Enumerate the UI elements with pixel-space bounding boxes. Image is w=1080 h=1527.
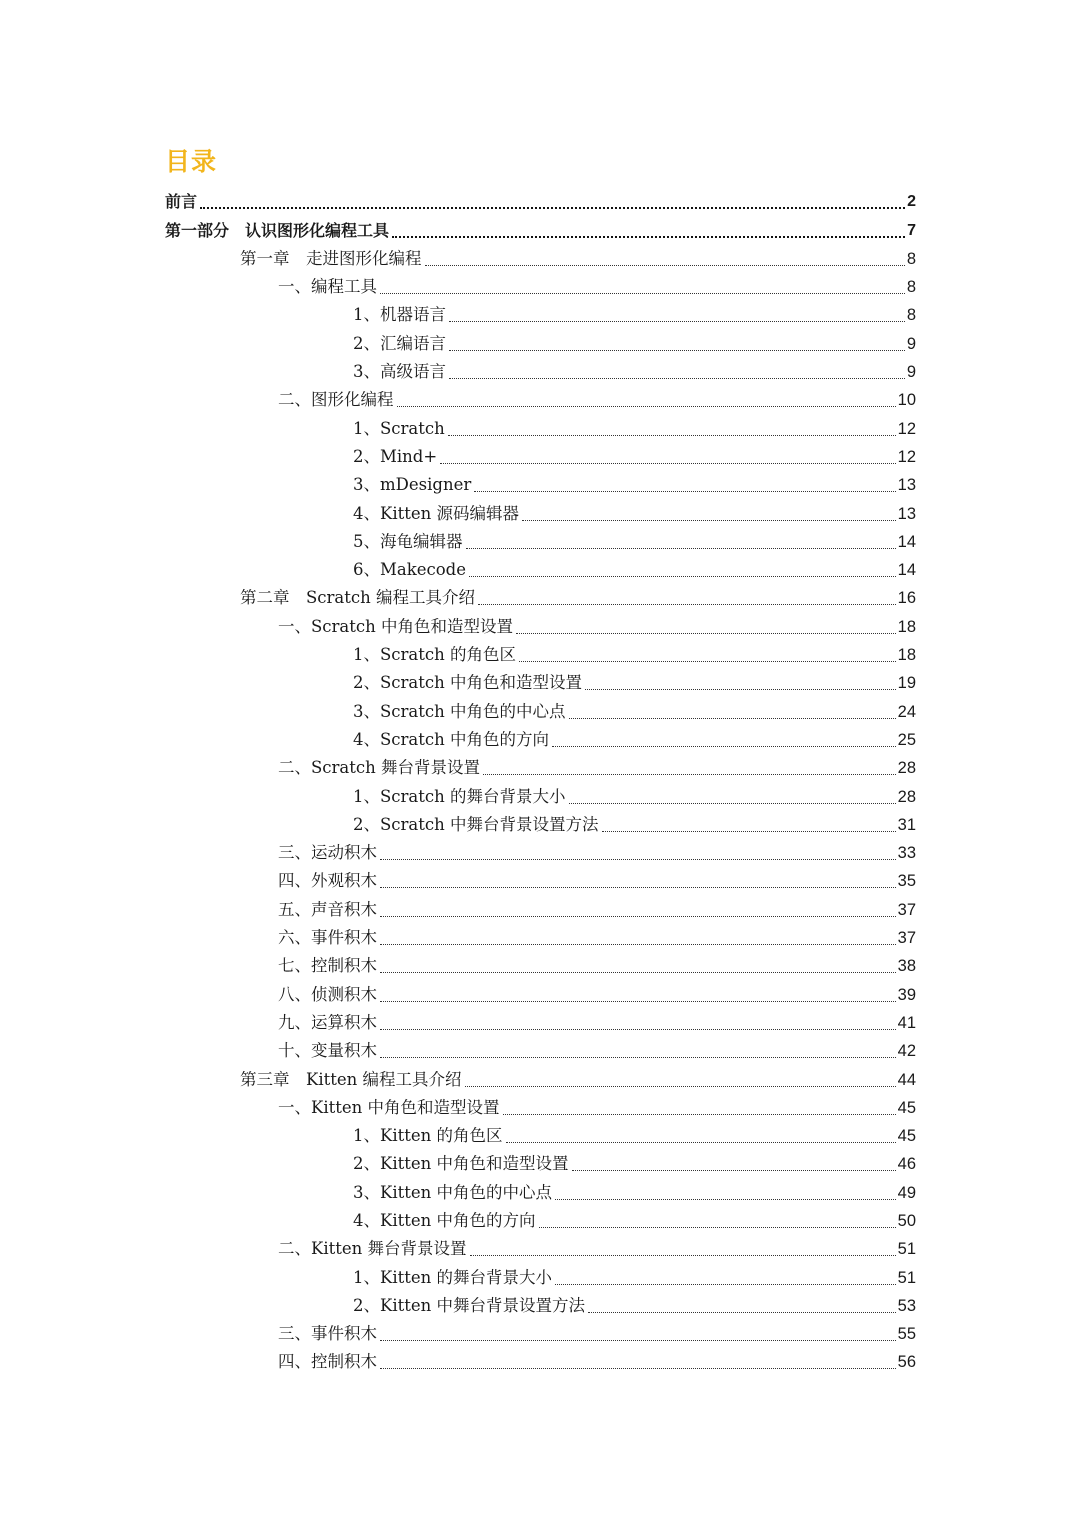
toc-entry-label: 2、Mind+ [353, 446, 438, 466]
toc-entry-label: 2、Kitten 中舞台背景设置方法 [353, 1295, 585, 1315]
toc-entry-page-number: 53 [897, 1296, 916, 1315]
dot-leader [397, 405, 896, 407]
toc-entry-page-number: 49 [897, 1183, 916, 1202]
toc-entry-label: 5、海龟编辑器 [353, 531, 463, 551]
toc-entry[interactable] [165, 386, 916, 414]
dot-leader [522, 519, 896, 521]
toc-entry[interactable] [165, 471, 916, 499]
dot-leader [478, 603, 896, 605]
toc-entry-label: 二、Kitten 舞台背景设置 [278, 1239, 467, 1259]
dot-leader [200, 206, 905, 209]
dot-leader [380, 971, 896, 973]
dot-leader [470, 1254, 896, 1256]
toc-entry-label: 前言 [165, 192, 198, 212]
toc-entry-label: 1、Kitten 的角色区 [353, 1126, 503, 1146]
toc-entry[interactable] [165, 980, 916, 1008]
toc-entry-label: 七、控制积木 [278, 956, 377, 976]
toc-entry[interactable] [165, 414, 916, 442]
dot-leader [519, 660, 896, 662]
toc-entry[interactable] [165, 811, 916, 839]
dot-leader [380, 1339, 896, 1341]
dot-leader [572, 1169, 896, 1171]
dot-leader [503, 1113, 896, 1115]
dot-leader [449, 377, 905, 379]
dot-leader [569, 802, 896, 804]
toc-entry-page-number: 37 [897, 900, 916, 919]
toc-entry-label: 4、Kitten 中角色的方向 [353, 1210, 536, 1230]
table-of-contents [165, 188, 916, 1376]
toc-entry[interactable] [165, 273, 916, 301]
toc-entry-page-number: 8 [906, 278, 916, 297]
toc-entry-page-number: 28 [897, 787, 916, 806]
toc-entry-page-number: 46 [897, 1155, 916, 1174]
toc-entry[interactable] [165, 245, 916, 273]
toc-entry[interactable] [165, 528, 916, 556]
dot-leader [440, 462, 895, 464]
toc-entry-label: 八、侦测积木 [278, 984, 377, 1004]
toc-entry-page-number: 18 [897, 646, 916, 665]
toc-entry-label: 五、声音积木 [278, 899, 377, 919]
dot-leader [506, 1141, 896, 1143]
toc-entry-page-number: 8 [906, 306, 916, 325]
toc-entry-label: 3、高级语言 [353, 362, 446, 382]
toc-entry-label: 4、Kitten 源码编辑器 [353, 503, 519, 523]
toc-entry[interactable] [165, 584, 916, 612]
dot-leader [602, 830, 896, 832]
toc-entry[interactable] [165, 216, 916, 244]
toc-entry-label: 一、Kitten 中角色和造型设置 [278, 1097, 500, 1117]
dot-leader [380, 1000, 896, 1002]
toc-entry-label: 四、外观积木 [278, 871, 377, 891]
dot-leader [449, 320, 905, 322]
dot-leader [449, 349, 905, 351]
toc-entry[interactable] [165, 1320, 916, 1348]
toc-entry-page-number: 37 [897, 929, 916, 948]
toc-entry-page-number: 28 [897, 759, 916, 778]
toc-entry[interactable] [165, 867, 916, 895]
dot-leader [448, 434, 896, 436]
toc-entry-label: 二、Scratch 舞台背景设置 [278, 758, 481, 778]
toc-entry[interactable] [165, 839, 916, 867]
toc-entry-label: 2、Scratch 中角色和造型设置 [353, 673, 583, 693]
toc-entry[interactable] [165, 669, 916, 697]
toc-entry[interactable] [165, 556, 916, 584]
dot-leader [555, 1283, 896, 1285]
toc-entry[interactable] [165, 1263, 916, 1291]
toc-entry[interactable] [165, 443, 916, 471]
toc-entry-page-number: 45 [897, 1098, 916, 1117]
toc-entry-label: 四、控制积木 [278, 1352, 377, 1372]
toc-entry-page-number: 38 [897, 957, 916, 976]
toc-entry-label: 1、Scratch [353, 418, 445, 438]
toc-entry[interactable] [165, 612, 916, 640]
toc-entry-page-number: 12 [897, 447, 916, 466]
dot-leader [380, 915, 896, 917]
dot-leader [516, 632, 896, 634]
toc-entry[interactable] [165, 782, 916, 810]
toc-entry[interactable] [165, 1150, 916, 1178]
toc-entry-page-number: 18 [897, 617, 916, 636]
toc-entry-page-number: 8 [906, 249, 916, 268]
toc-entry-label: 2、Kitten 中角色和造型设置 [353, 1154, 569, 1174]
dot-leader [474, 490, 895, 492]
dot-leader [380, 1056, 896, 1058]
toc-entry-page-number: 41 [897, 1013, 916, 1032]
toc-entry[interactable] [165, 641, 916, 669]
toc-entry[interactable] [165, 301, 916, 329]
toc-entry-page-number: 9 [906, 363, 916, 382]
toc-entry-page-number: 56 [897, 1353, 916, 1372]
toc-entry[interactable] [165, 1065, 916, 1093]
toc-entry-page-number: 55 [897, 1325, 916, 1344]
toc-entry-page-number: 39 [897, 985, 916, 1004]
toc-entry[interactable] [165, 329, 916, 357]
toc-entry-page-number: 42 [897, 1042, 916, 1061]
toc-entry-page-number: 50 [897, 1211, 916, 1230]
toc-entry-label: 六、事件积木 [278, 928, 377, 948]
toc-entry[interactable] [165, 1178, 916, 1206]
dot-leader [552, 745, 896, 747]
toc-entry-page-number: 31 [897, 815, 916, 834]
toc-entry[interactable] [165, 499, 916, 527]
toc-entry-label: 3、Scratch 中角色的中心点 [353, 701, 566, 721]
toc-entry-label: 第一章 走进图形化编程 [240, 248, 422, 268]
toc-entry[interactable] [165, 952, 916, 980]
toc-entry[interactable] [165, 697, 916, 725]
toc-entry[interactable] [165, 1235, 916, 1263]
dot-leader [569, 717, 896, 719]
toc-entry[interactable] [165, 1292, 916, 1320]
toc-entry[interactable] [165, 1122, 916, 1150]
dot-leader [380, 1367, 896, 1369]
dot-leader [465, 1085, 896, 1087]
dot-leader [392, 235, 905, 238]
toc-entry-page-number: 51 [897, 1268, 916, 1287]
dot-leader [380, 943, 896, 945]
dot-leader [539, 1226, 896, 1228]
toc-entry-page-number: 2 [907, 193, 916, 211]
toc-entry-label: 十、变量积木 [278, 1041, 377, 1061]
toc-entry-page-number: 35 [897, 872, 916, 891]
toc-entry-page-number: 13 [897, 476, 916, 495]
toc-entry-label: 一、Scratch 中角色和造型设置 [278, 616, 514, 636]
toc-entry-label: 1、Scratch 的角色区 [353, 645, 517, 665]
toc-entry[interactable] [165, 1094, 916, 1122]
toc-entry-page-number: 12 [897, 419, 916, 438]
toc-entry-page-number: 16 [897, 589, 916, 608]
toc-entry[interactable] [165, 188, 916, 216]
dot-leader [469, 575, 896, 577]
toc-entry-label: 4、Scratch 中角色的方向 [353, 729, 550, 749]
toc-entry[interactable] [165, 358, 916, 386]
toc-entry[interactable] [165, 1037, 916, 1065]
toc-entry[interactable] [165, 1207, 916, 1235]
toc-entry-page-number: 33 [897, 844, 916, 863]
dot-leader [380, 292, 905, 294]
toc-entry[interactable] [165, 754, 916, 782]
toc-entry-label: 6、Makecode [353, 560, 466, 580]
toc-entry[interactable] [165, 726, 916, 754]
toc-entry[interactable] [165, 1009, 916, 1037]
toc-entry-label: 2、Scratch 中舞台背景设置方法 [353, 814, 599, 834]
dot-leader [466, 547, 896, 549]
toc-entry-label: 三、运动积木 [278, 843, 377, 863]
toc-entry-label: 第三章 Kitten 编程工具介绍 [240, 1069, 462, 1089]
dot-leader [588, 1311, 896, 1313]
dot-leader [555, 1198, 896, 1200]
toc-entry-label: 1、Scratch 的舞台背景大小 [353, 786, 566, 806]
toc-entry-page-number: 9 [906, 334, 916, 353]
toc-entry-label: 3、mDesigner [353, 475, 472, 495]
toc-entry-label: 2、汇编语言 [353, 333, 446, 353]
dot-leader [585, 688, 896, 690]
dot-leader [380, 858, 896, 860]
toc-entry[interactable] [165, 1348, 916, 1376]
toc-entry-label: 三、事件积木 [278, 1324, 377, 1344]
dot-leader [380, 1028, 896, 1030]
toc-entry-page-number: 19 [897, 674, 916, 693]
toc-entry-label: 九、运算积木 [278, 1012, 377, 1032]
toc-entry-page-number: 13 [897, 504, 916, 523]
toc-entry-label: 1、机器语言 [353, 305, 446, 325]
toc-title: 目录 [165, 147, 218, 176]
toc-entry-page-number: 45 [897, 1127, 916, 1146]
toc-entry-page-number: 51 [897, 1240, 916, 1259]
toc-entry-page-number: 7 [907, 221, 916, 239]
toc-entry-label: 一、编程工具 [278, 277, 377, 297]
toc-entry-label: 第二章 Scratch 编程工具介绍 [240, 588, 476, 608]
toc-entry-label: 第一部分 认识图形化编程工具 [165, 220, 390, 240]
toc-entry-page-number: 44 [897, 1070, 916, 1089]
toc-entry-label: 二、图形化编程 [278, 390, 394, 410]
dot-leader [380, 886, 896, 888]
toc-entry[interactable] [165, 924, 916, 952]
toc-entry-label: 1、Kitten 的舞台背景大小 [353, 1267, 552, 1287]
dot-leader [425, 264, 905, 266]
toc-entry-page-number: 14 [897, 532, 916, 551]
toc-entry-page-number: 14 [897, 561, 916, 580]
toc-entry-label: 3、Kitten 中角色的中心点 [353, 1182, 552, 1202]
toc-entry-page-number: 24 [897, 702, 916, 721]
toc-entry[interactable] [165, 895, 916, 923]
toc-entry-page-number: 25 [897, 730, 916, 749]
toc-entry-page-number: 10 [897, 391, 916, 410]
dot-leader [483, 773, 896, 775]
